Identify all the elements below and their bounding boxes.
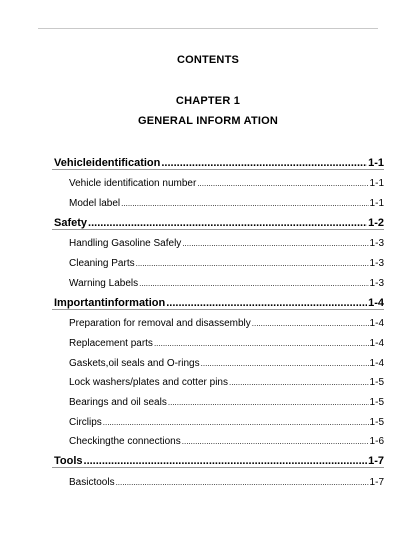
dot-leader xyxy=(136,260,369,269)
toc-page: 1-4 xyxy=(368,296,384,309)
toc-row-replacement-parts[interactable] xyxy=(52,329,384,349)
dot-leader xyxy=(121,200,368,209)
toc-page: 1-4 xyxy=(369,337,384,349)
toc-label: Replacement parts xyxy=(69,337,153,349)
dot-leader xyxy=(103,419,369,428)
toc-row-safety[interactable] xyxy=(52,209,384,230)
toc-page: 1-2 xyxy=(368,216,384,229)
toc-page: 1-3 xyxy=(369,277,384,289)
dot-leader xyxy=(88,217,367,229)
toc-label: Circlips xyxy=(69,416,102,428)
dot-leader xyxy=(229,379,369,388)
toc-row-vehicle-identification[interactable] xyxy=(52,149,384,170)
toc-page: 1-1 xyxy=(368,156,384,169)
toc-page: 1-5 xyxy=(369,377,384,389)
dot-leader xyxy=(154,340,369,349)
toc-label: Gaskets,oil seals and O-rings xyxy=(69,357,200,369)
toc-row-bearings[interactable] xyxy=(52,388,384,408)
toc-label: Vehicleidentification xyxy=(54,156,161,169)
toc-label: Warning Labels xyxy=(69,277,139,289)
toc-label: Importantinformation xyxy=(54,296,166,309)
toc-page: 1-4 xyxy=(369,357,384,369)
toc-row-tools[interactable] xyxy=(52,447,384,468)
toc-row-handling-gasoline[interactable] xyxy=(52,230,384,250)
toc-row-basic-tools[interactable] xyxy=(52,468,384,488)
toc-page: 1-6 xyxy=(369,436,384,448)
dot-leader xyxy=(168,399,369,408)
dot-leader xyxy=(182,240,368,249)
toc-row-preparation[interactable] xyxy=(52,310,384,330)
toc-page: 1-3 xyxy=(369,258,384,270)
toc-label: Vehicle identification number xyxy=(69,178,197,190)
dot-leader xyxy=(84,455,368,467)
toc-label: Lock washers/plates and cotter pins xyxy=(69,377,228,389)
dot-leader xyxy=(201,360,369,369)
toc-page: 1-4 xyxy=(369,318,384,330)
toc-label: Basictools xyxy=(69,476,115,488)
toc-page: 1-5 xyxy=(369,396,384,408)
chapter-subtitle: GENERAL INFORM ATION xyxy=(137,115,279,127)
toc-page: 1-7 xyxy=(369,476,384,488)
toc-page: 1-7 xyxy=(368,455,384,467)
toc-label: Cleaning Parts xyxy=(69,258,135,270)
dot-leader xyxy=(252,320,369,329)
toc-label: Tools xyxy=(54,455,83,467)
toc-row-circlips[interactable] xyxy=(52,408,384,428)
toc-row-model-label[interactable] xyxy=(52,189,384,209)
toc-page: 1-1 xyxy=(369,178,384,190)
toc-label: Preparation for removal and disassembly xyxy=(69,318,251,330)
dot-leader xyxy=(182,438,369,447)
toc-row-cleaning-parts[interactable] xyxy=(52,249,384,269)
toc-row-lock-washers[interactable] xyxy=(52,369,384,389)
dot-leader xyxy=(166,297,367,309)
toc-row-gaskets[interactable] xyxy=(52,349,384,369)
toc-row-important-information[interactable] xyxy=(52,289,384,310)
toc-label: Bearings and oil seals xyxy=(69,396,167,408)
toc-page: 1-1 xyxy=(369,198,384,210)
chapter-title: CHAPTER 1 xyxy=(175,95,241,107)
dot-leader xyxy=(197,180,368,189)
toc-page: 1-5 xyxy=(369,416,384,428)
toc-label: Safety xyxy=(54,216,88,229)
dot-leader xyxy=(161,157,367,169)
toc-row-vin[interactable] xyxy=(52,170,384,190)
contents-title: CONTENTS xyxy=(176,54,240,66)
toc-row-checking-connections[interactable] xyxy=(52,428,384,448)
table-of-contents xyxy=(52,149,384,488)
toc-page: 1-3 xyxy=(369,238,384,250)
dot-leader xyxy=(139,280,368,289)
top-rule xyxy=(38,28,378,29)
toc-label: Model label xyxy=(69,198,121,210)
toc-label: Checkingthe connections xyxy=(69,436,181,448)
toc-row-warning-labels[interactable] xyxy=(52,269,384,289)
toc-label: Handling Gasoline Safely xyxy=(69,238,182,250)
dot-leader xyxy=(116,479,369,488)
